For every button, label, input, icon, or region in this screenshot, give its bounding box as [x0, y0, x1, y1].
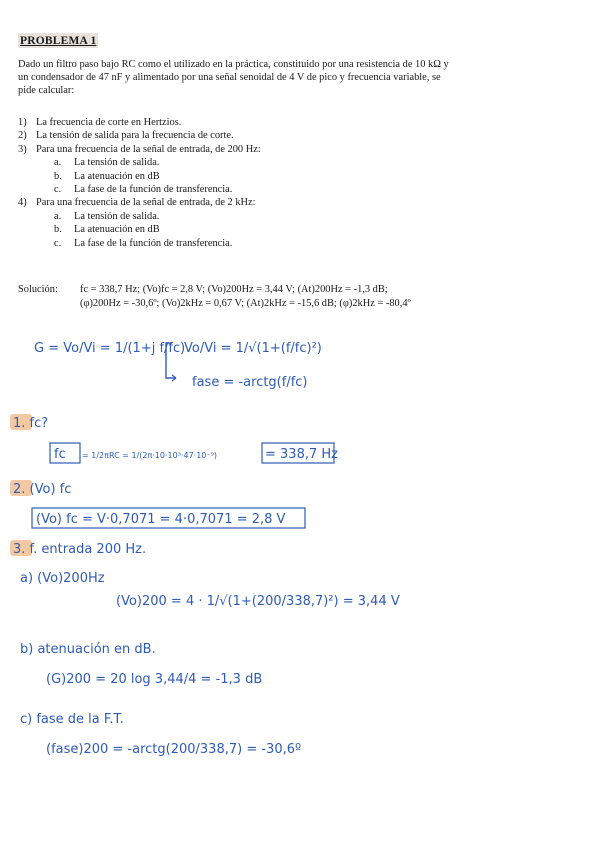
step-3c-eq: (fase)200 = -arctg(200/338,7) = -30,6º — [46, 742, 302, 757]
step-1-formula: = 1/2πRC = 1/(2π·10·10³·47·10⁻⁹) — [82, 451, 217, 460]
step-1-title: 1. fc? — [13, 416, 49, 431]
question-1: 1) La frecuencia de corte en Hertzios. — [18, 117, 182, 128]
solution-label: Solución: — [18, 284, 58, 295]
step-3a-title: a) (Vo)200Hz — [20, 571, 105, 586]
problem-title: PROBLEMA 1 — [20, 35, 97, 47]
magnitude-eq: Vo/Vi = 1/√(1+(f/fc)²) — [184, 341, 322, 356]
step-3c-title: c) fase de la F.T. — [20, 712, 124, 727]
question-3b: b. La atenuación en dB — [54, 170, 160, 182]
question-4: 4) Para una frecuencia de la señal de entrada, de 2 kHz: — [18, 197, 256, 209]
question-2: 2) La tensión de salida para la frecuencia de corte. — [18, 130, 234, 142]
step-3-title: 3. f. entrada 200 Hz. — [13, 542, 147, 557]
step-2-title: 2. (Vo) fc — [13, 482, 72, 497]
question-4c: c. La fase de la función de transferencia. — [54, 237, 233, 249]
step-3a-eq: (Vo)200 = 4 · 1/√(1+(200/338,7)²) = 3,44 V — [116, 594, 400, 609]
question-3: 3) Para una frecuencia de la señal de entrada, de 200 Hz: — [18, 143, 261, 155]
question-3c: c. La fase de la función de transferencia. — [54, 184, 233, 196]
solution-line-1: fc = 338,7 Hz; (Vo)fc = 2,8 V; (Vo)200Hz = 3,44 V; (At)200Hz = -1,3 dB; — [80, 284, 388, 295]
question-4a: a. La tensión de salida. — [54, 210, 160, 222]
step-2-eq: (Vo) fc = V·0,7071 = 4·0,7071 = 2,8 V — [36, 512, 286, 527]
step-3b-eq: (G)200 = 20 log 3,44/4 = -1,3 dB — [46, 672, 263, 687]
step-3b-title: b) atenuación en dB. — [20, 642, 156, 657]
question-4b: b. La atenuación en dB — [54, 224, 160, 236]
question-3a: a. La tensión de salida. — [54, 157, 160, 169]
step-1-lhs: fc — [54, 447, 66, 462]
step-1-result: = 338,7 Hz — [265, 447, 338, 462]
solution-line-2: (φ)200Hz = -30,6º; (Vo)2kHz = 0,67 V; (At)2kHz = -15,6 dB; (φ)2kHz = -80,4º — [80, 298, 411, 309]
problem-statement: Dado un filtro paso bajo RC como el utilizado en la práctica, constituido por una resistencia de 10 kΩ y un condensador de 47 nF y alimentado por una señal senoidal de 4 V de pico y frecuencia variable, se pide calcular: — [18, 59, 449, 97]
transfer-function-eq: G = Vo/Vi = 1/(1+j f/fc) — [34, 341, 186, 356]
phase-eq: fase = -arctg(f/fc) — [192, 375, 308, 390]
